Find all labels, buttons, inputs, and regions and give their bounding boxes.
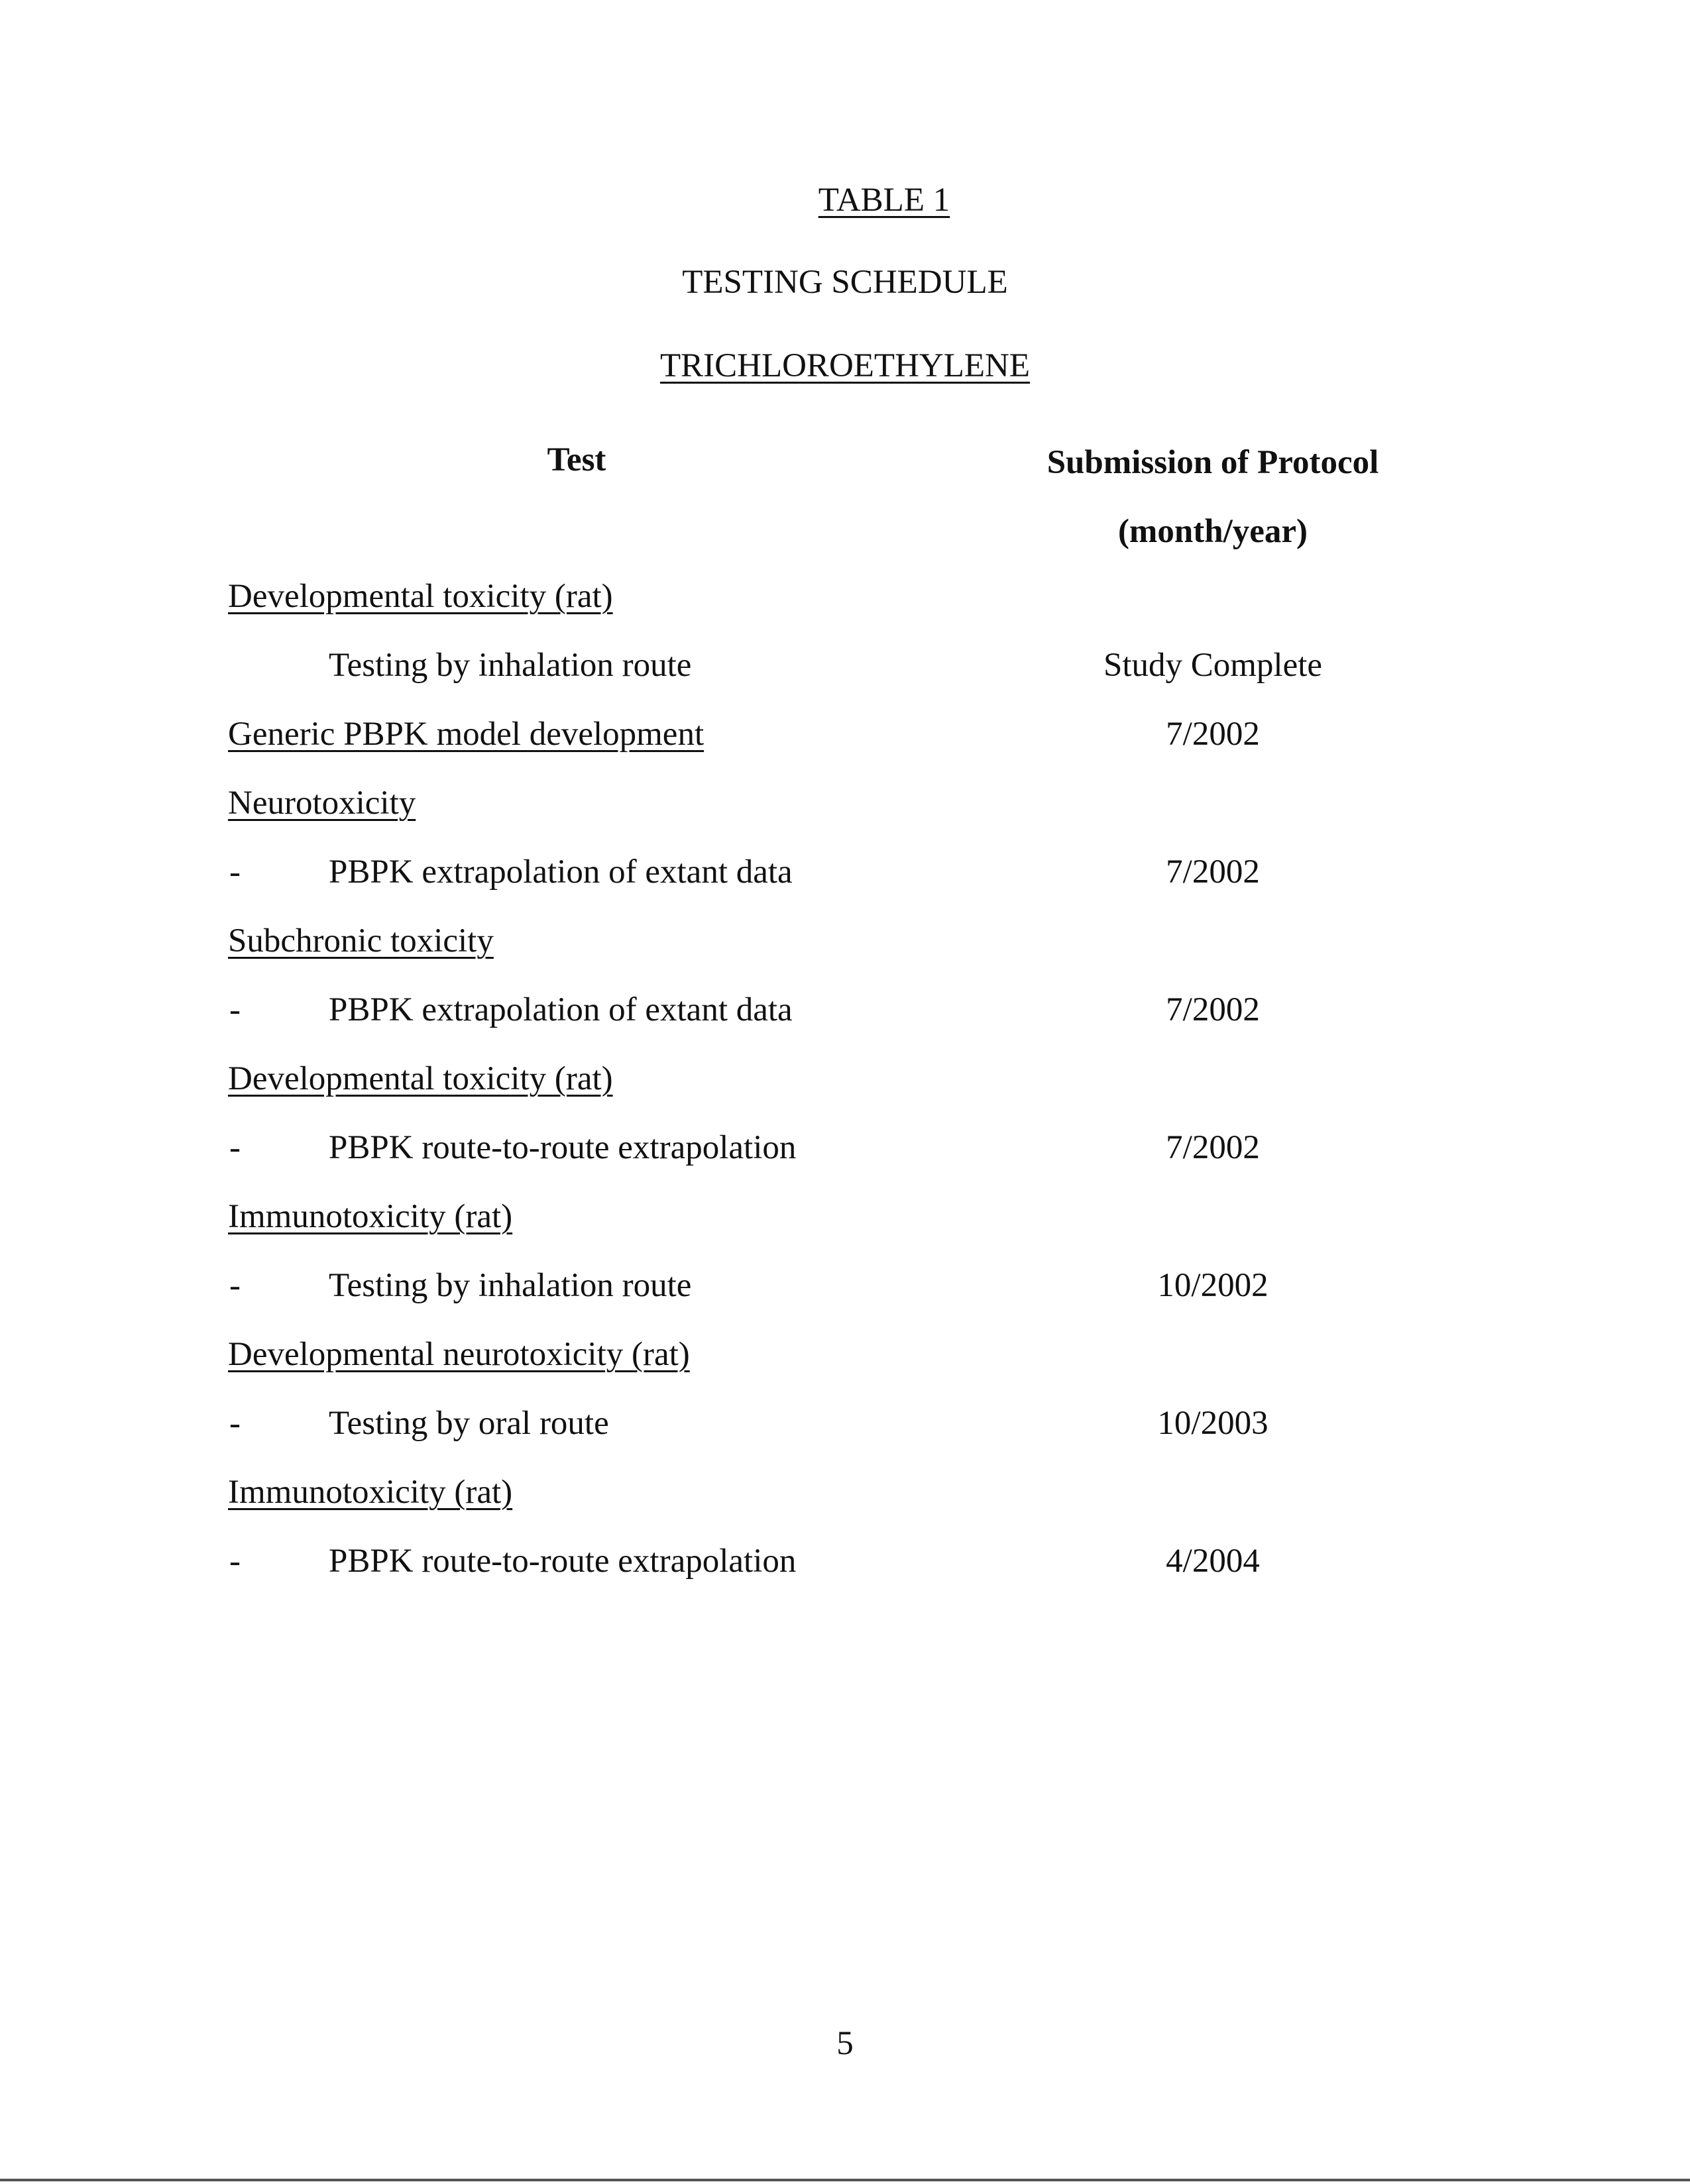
category-label: Generic PBPK model development — [228, 716, 704, 753]
test-description: PBPK extrapolation of extant data — [329, 853, 793, 891]
category-label: Immunotoxicity (rat) — [228, 1474, 513, 1511]
row-dash: - — [229, 1129, 241, 1166]
row-dash: - — [229, 853, 241, 891]
table-row — [0, 1128, 1690, 1168]
table-row — [0, 714, 1690, 754]
test-description: PBPK extrapolation of extant data — [329, 991, 793, 1028]
category-label: Immunotoxicity (rat) — [228, 1198, 513, 1235]
submission-date: 7/2002 — [1166, 853, 1260, 891]
test-description: PBPK route-to-route extrapolation — [329, 1129, 797, 1166]
page-number-text: 5 — [836, 2025, 854, 2062]
table-row — [0, 1472, 1690, 1512]
category-label: Developmental toxicity (rat) — [228, 1060, 613, 1097]
table-row — [0, 1541, 1690, 1581]
test-description: PBPK route-to-route extrapolation — [329, 1543, 797, 1580]
table-label-text: TABLE 1 — [818, 182, 950, 219]
category-label: Developmental neurotoxicity (rat) — [228, 1336, 690, 1373]
submission-date: 10/2003 — [1157, 1405, 1268, 1442]
test-description: Testing by inhalation route — [329, 1267, 692, 1304]
table-row — [0, 645, 1690, 685]
page-number — [0, 2024, 1690, 2063]
test-description: Testing by oral route — [329, 1405, 609, 1442]
row-dash: - — [229, 1267, 241, 1304]
table-row — [0, 1403, 1690, 1443]
column-header-test: Test — [547, 441, 606, 478]
table-title — [0, 262, 1690, 302]
category-label: Developmental toxicity (rat) — [228, 578, 613, 615]
table-row — [0, 1266, 1690, 1305]
submission-date: Study Complete — [1103, 647, 1323, 684]
substance-name — [0, 346, 1690, 386]
row-dash: - — [229, 1543, 241, 1580]
submission-date: 7/2002 — [1166, 716, 1260, 753]
column-header-submission: Submission of Protocol — [1046, 444, 1379, 481]
table-row — [0, 852, 1690, 892]
submission-date: 7/2002 — [1166, 991, 1260, 1028]
submission-date: 4/2004 — [1166, 1543, 1260, 1580]
column-header-submission-unit: (month/year) — [1117, 513, 1308, 550]
table-row — [0, 1197, 1690, 1236]
submission-date: 10/2002 — [1157, 1267, 1268, 1304]
table-label — [0, 180, 1690, 220]
test-description: Testing by inhalation route — [329, 647, 692, 684]
table-row — [0, 990, 1690, 1030]
row-dash: - — [229, 991, 241, 1028]
category-label: Neurotoxicity — [228, 785, 416, 822]
table-row — [0, 1335, 1690, 1374]
substance-name-text: TRICHLOROETHYLENE — [659, 347, 1031, 384]
submission-date: 7/2002 — [1166, 1129, 1260, 1166]
table-row — [0, 783, 1690, 823]
table-title-text: TESTING SCHEDULE — [682, 264, 1008, 301]
category-label: Subchronic toxicity — [228, 922, 494, 959]
table-row — [0, 1059, 1690, 1099]
row-dash: - — [229, 1405, 241, 1442]
table-row — [0, 576, 1690, 616]
table-row — [0, 921, 1690, 961]
scan-bottom-edge — [0, 2179, 1690, 2181]
